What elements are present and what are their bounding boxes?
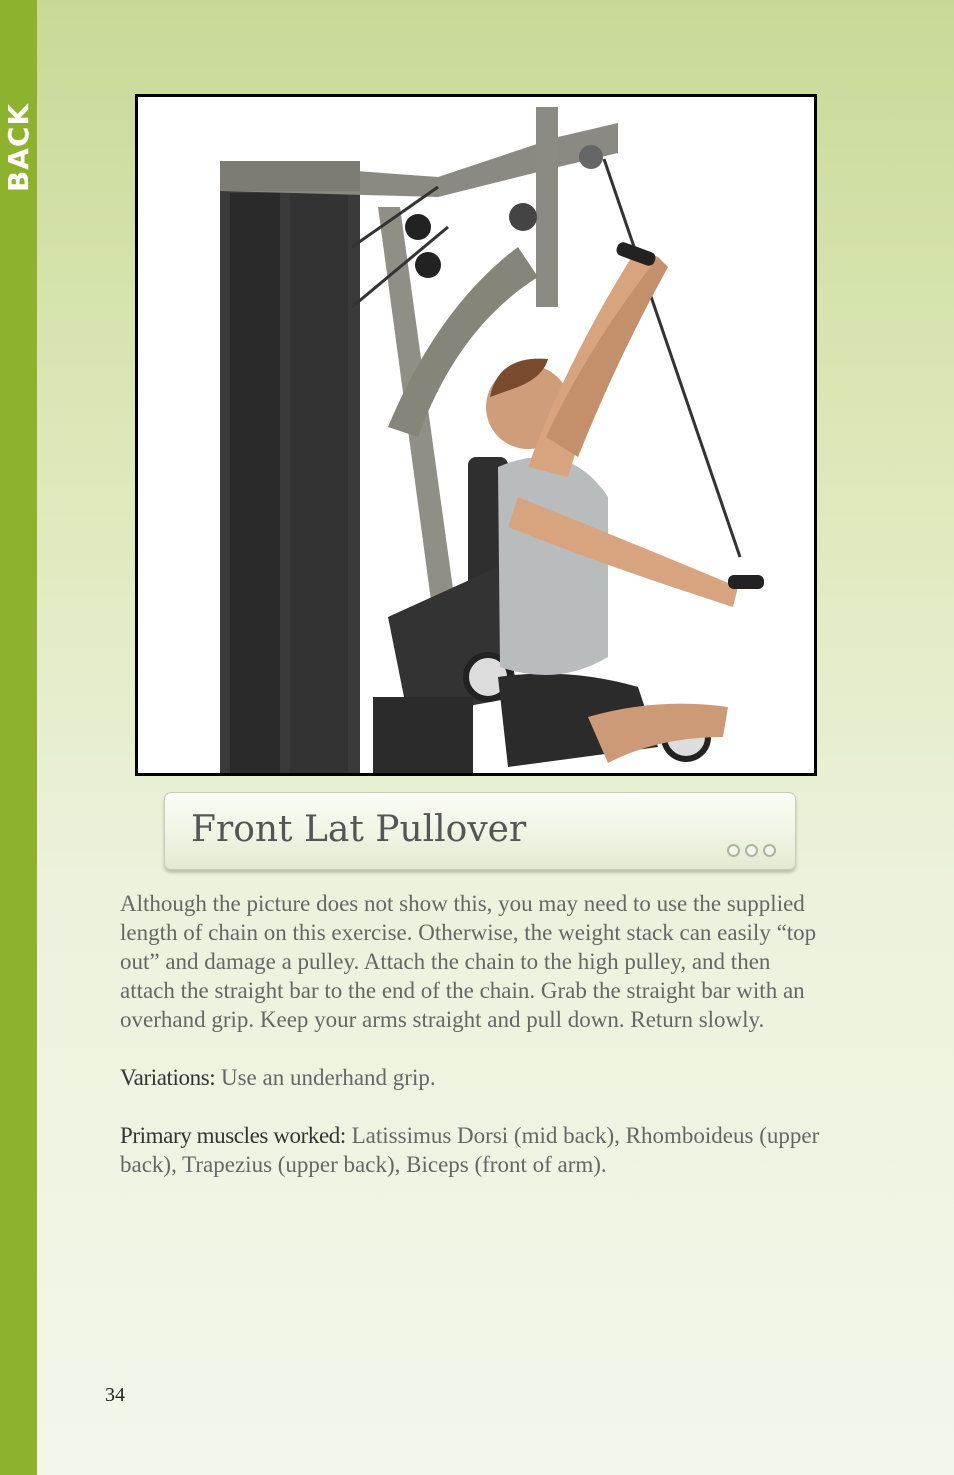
exercise-photo: [135, 94, 817, 776]
exercise-description: [120, 889, 830, 1208]
variations-label: Variations:: [120, 1065, 216, 1090]
exercise-title-box: [164, 792, 796, 870]
muscles-label: Primary muscles worked:: [120, 1123, 346, 1148]
section-sidebar: [0, 0, 37, 1475]
page-number: 34: [105, 1384, 125, 1406]
section-tab-text: BACK: [2, 102, 36, 192]
dot-icon: [745, 844, 758, 857]
exercise-illustration: [138, 97, 814, 773]
muscles-text: Latissimus Dorsi (mid back), Rhomboideus (upper back), Trapezius (upper back), Biceps (front of arm).: [120, 1123, 820, 1177]
variations-text: Use an underhand grip.: [215, 1065, 436, 1090]
section-tab-label: [0, 84, 37, 210]
decorative-dots: [727, 844, 776, 857]
dot-icon: [763, 844, 776, 857]
muscles-paragraph: [120, 1121, 830, 1179]
dot-icon: [727, 844, 740, 857]
instructions-paragraph: Although the picture does not show this, you may need to use the supplied length of chain on this exercise. Otherwise, the weight stack can easily “top out” and damage a pulley. Attach the chain to the high pulley, and then attach the straight bar to the end of the chain. Grab the straight bar with an overhand grip. Keep your arms straight and pull down. Return slowly.: [120, 891, 817, 1032]
variations-paragraph: [120, 1063, 830, 1092]
exercise-title: Front Lat Pullover: [191, 809, 527, 850]
